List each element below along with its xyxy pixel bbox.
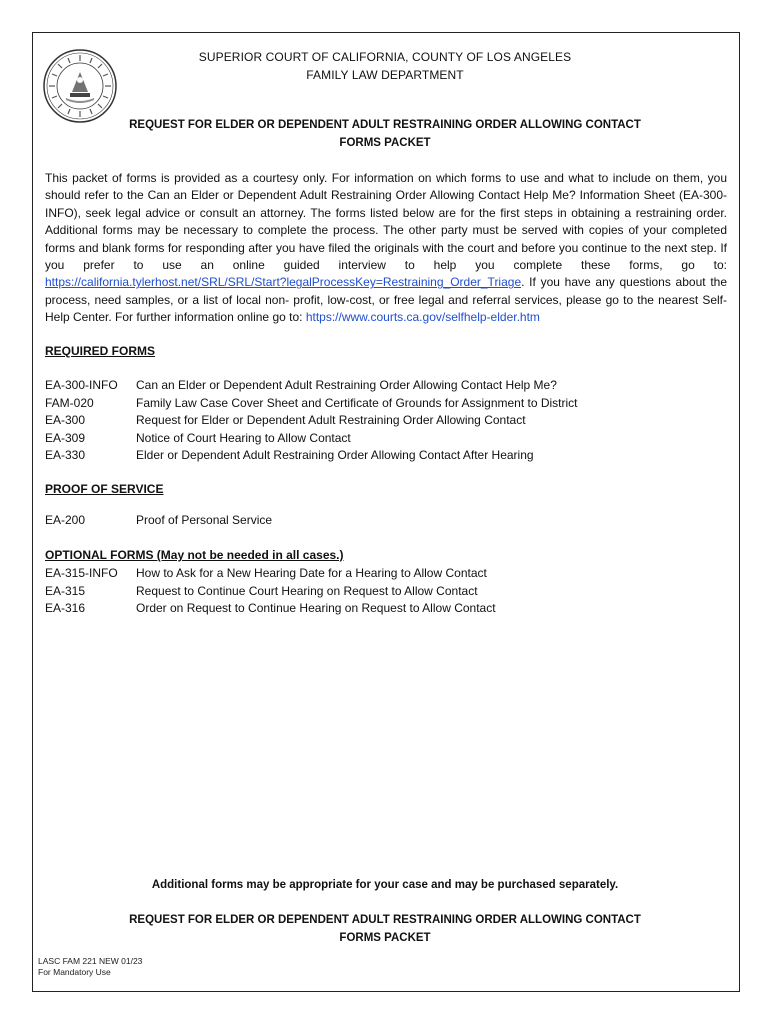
form-footer bbox=[38, 956, 142, 978]
form-code: EA-315-INFO bbox=[45, 566, 118, 580]
list-item bbox=[45, 600, 725, 618]
packet-title bbox=[120, 116, 650, 152]
footer-title-line1: REQUEST FOR ELDER OR DEPENDENT ADULT RESTRAINING ORDER ALLOWING CONTACT bbox=[129, 914, 641, 926]
list-item bbox=[45, 430, 725, 448]
footer-title bbox=[120, 911, 650, 947]
form-description: Request to Continue Court Hearing on Request to Allow Contact bbox=[136, 583, 478, 598]
form-code: EA-330 bbox=[45, 448, 86, 462]
selfhelp-elder-link[interactable]: https://www.courts.ca.gov/selfhelp-elder.htm bbox=[305, 310, 540, 325]
packet-title-line2: FORMS PACKET bbox=[339, 137, 431, 149]
department-name: FAMILY LAW DEPARTMENT bbox=[306, 68, 464, 82]
form-description: How to Ask for a New Hearing Date for a Hearing to Allow Contact bbox=[136, 566, 487, 580]
form-description: Elder or Dependent Adult Restraining Order Allowing Contact After Hearing bbox=[136, 448, 534, 462]
list-item bbox=[45, 377, 725, 395]
form-code: EA-200 bbox=[45, 513, 86, 527]
form-description: Proof of Personal Service bbox=[136, 513, 273, 527]
court-name: SUPERIOR COURT OF CALIFORNIA, COUNTY OF LOS ANGELES bbox=[198, 50, 572, 64]
form-code: EA-300 bbox=[45, 413, 86, 427]
intro-paragraph bbox=[45, 170, 727, 327]
proof-of-service-heading: PROOF OF SERVICE bbox=[45, 482, 164, 496]
intro-text-part2: . If you have any questions about the process, need samples, or a list of local non- profit, low-cost, or free legal and referral services, please go to the nearest Self-Help Center. For further information online go to: bbox=[45, 275, 727, 325]
form-description: Order on Request to Continue Hearing on Request to Allow Contact bbox=[136, 601, 496, 615]
list-item bbox=[45, 512, 725, 530]
form-description: Can an Elder or Dependent Adult Restraining Order Allowing Contact Help Me? bbox=[136, 378, 557, 392]
packet-title-line1: REQUEST FOR ELDER OR DEPENDENT ADULT RESTRAINING ORDER ALLOWING CONTACT bbox=[129, 119, 641, 131]
usage-note: For Mandatory Use bbox=[38, 967, 111, 977]
list-item bbox=[45, 395, 725, 413]
footer-title-line2: FORMS PACKET bbox=[339, 932, 431, 944]
form-code: EA-315 bbox=[45, 583, 86, 598]
form-code: FAM-020 bbox=[45, 395, 94, 410]
intro-text-part1: This packet of forms is provided as a courtesy only. For information on which forms to use and what to include on them, you should refer to the Can an Elder or Dependent Adult Restraining Order Allowing Contact Help Me? Information Sheet (EA-300-INFO), seek legal advice or consult an attorney. The forms listed below are for the first steps in obtaining a restraining order. Additional forms may be necessary to complete the process. The other party must be served with copies of your completed forms and blank forms for responding after you have filed the originals with the court and before you continue to the next step. If you prefer to use an online guided interview to help you complete these forms, go to: bbox=[45, 171, 727, 273]
list-item bbox=[45, 565, 725, 583]
list-item bbox=[45, 412, 725, 430]
optional-forms-list bbox=[45, 565, 725, 618]
guided-interview-link[interactable]: https://california.tylerhost.net/SRL/SRL/Start?legalProcessKey=Restraining_Order_Triage bbox=[45, 275, 522, 290]
form-number: LASC FAM 221 NEW 01/23 bbox=[38, 956, 143, 966]
form-code: EA-300-INFO bbox=[45, 378, 118, 392]
list-item bbox=[45, 583, 725, 601]
form-code: EA-316 bbox=[45, 601, 86, 615]
optional-forms-heading: OPTIONAL FORMS (May not be needed in all cases.) bbox=[45, 548, 344, 562]
form-code: EA-309 bbox=[45, 430, 86, 445]
form-description: Notice of Court Hearing to Allow Contact bbox=[136, 430, 351, 445]
list-item bbox=[45, 447, 725, 465]
proof-of-service-list bbox=[45, 512, 725, 530]
form-description: Family Law Case Cover Sheet and Certificate of Grounds for Assignment to District bbox=[136, 395, 578, 410]
required-forms-list bbox=[45, 377, 725, 465]
form-description: Request for Elder or Dependent Adult Restraining Order Allowing Contact bbox=[136, 413, 526, 427]
closing-note: Additional forms may be appropriate for your case and may be purchased separately. bbox=[151, 879, 619, 891]
required-forms-heading: REQUIRED FORMS bbox=[45, 344, 156, 358]
court-seal-icon bbox=[42, 48, 118, 124]
court-header bbox=[150, 48, 620, 84]
